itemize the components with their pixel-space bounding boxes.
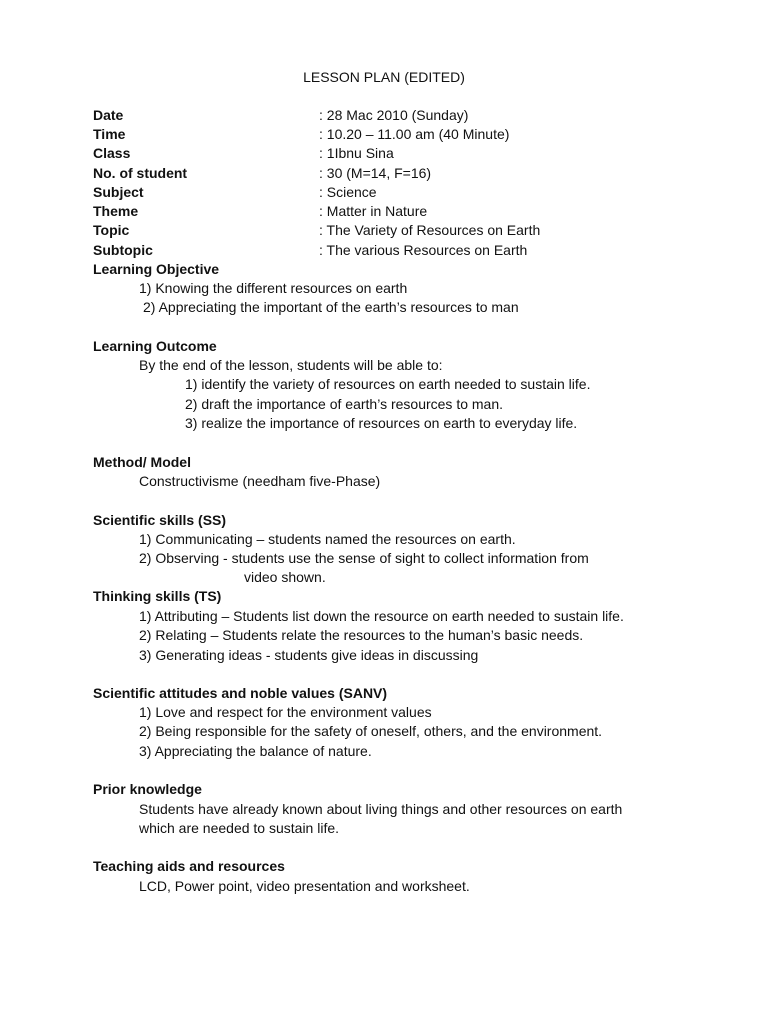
prior-knowledge-line-2: which are needed to sustain life. (139, 820, 340, 836)
field-value-date: : 28 Mac 2010 (Sunday) (319, 107, 469, 123)
field-value-theme: : Matter in Nature (319, 203, 428, 219)
field-label-theme: Theme (93, 203, 139, 219)
objective-item-1: 1) Knowing the different resources on earth (139, 280, 408, 296)
ts-item-1: 1) Attributing – Students list down the resource on earth needed to sustain life. (139, 608, 624, 624)
ss-item-2-continued: video shown. (244, 569, 326, 585)
ss-item-1: 1) Communicating – students named the resources on earth. (139, 531, 516, 547)
outcome-item-1: 1) identify the variety of resources on earth needed to sustain life. (185, 376, 591, 392)
ts-item-3: 3) Generating ideas - students give ideas in discussing (139, 647, 479, 663)
heading-learning-outcome: Learning Outcome (93, 338, 217, 354)
field-label-date: Date (93, 107, 124, 123)
heading-scientific-skills: Scientific skills (SS) (93, 512, 227, 528)
document-title: LESSON PLAN (EDITED) (303, 69, 465, 85)
field-label-subject: Subject (93, 184, 144, 200)
sanv-item-1: 1) Love and respect for the environment values (139, 704, 432, 720)
sanv-item-2: 2) Being responsible for the safety of oneself, others, and the environment. (139, 723, 603, 739)
field-value-students: : 30 (M=14, F=16) (319, 165, 432, 181)
heading-thinking-skills: Thinking skills (TS) (93, 588, 222, 604)
prior-knowledge-line-1: Students have already known about living things and other resources on earth (139, 801, 623, 817)
heading-teaching-aids: Teaching aids and resources (93, 858, 285, 874)
field-label-time: Time (93, 126, 126, 142)
outcome-item-2: 2) draft the importance of earth’s resources to man. (185, 396, 504, 412)
teaching-aids-text: LCD, Power point, video presentation and worksheet. (139, 878, 470, 894)
field-label-class: Class (93, 145, 131, 161)
field-value-time: : 10.20 – 11.00 am (40 Minute) (319, 126, 510, 142)
outcome-item-3: 3) realize the importance of resources on earth to everyday life. (185, 415, 578, 431)
field-label-students: No. of student (93, 165, 188, 181)
outcome-intro: By the end of the lesson, students will be able to: (139, 357, 443, 373)
field-value-subject: : Science (319, 184, 377, 200)
method-text: Constructivisme (needham five-Phase) (139, 473, 381, 489)
sanv-item-3: 3) Appreciating the balance of nature. (139, 743, 372, 759)
heading-prior-knowledge: Prior knowledge (93, 781, 202, 797)
heading-sanv: Scientific attitudes and noble values (SANV) (93, 685, 388, 701)
field-value-class: : 1Ibnu Sina (319, 145, 394, 161)
objective-item-2: 2) Appreciating the important of the earth’s resources to man (143, 299, 519, 315)
field-label-topic: Topic (93, 222, 130, 238)
ts-item-2: 2) Relating – Students relate the resources to the human’s basic needs. (139, 627, 584, 643)
field-label-subtopic: Subtopic (93, 242, 153, 258)
ss-item-2: 2) Observing - students use the sense of sight to collect information from (139, 550, 589, 566)
field-value-subtopic: : The various Resources on Earth (319, 242, 528, 258)
heading-learning-objective: Learning Objective (93, 261, 220, 277)
heading-method: Method/ Model (93, 454, 191, 470)
field-value-topic: : The Variety of Resources on Earth (319, 222, 541, 238)
